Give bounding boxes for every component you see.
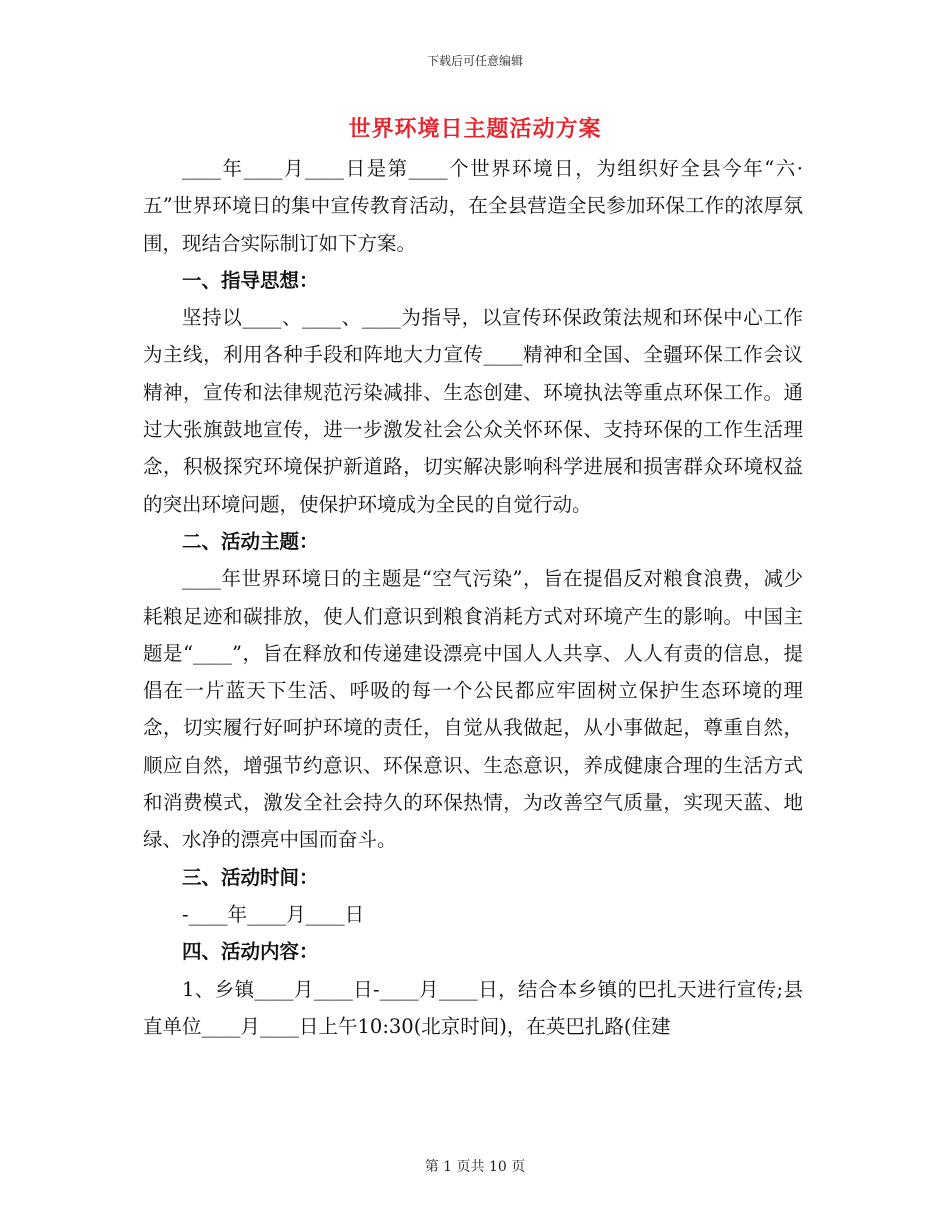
section-text-guiding-thought: 坚持以____、____、____为指导，以宣传环保政策法规和环保中心工作为主线，利用各种手段和阵地大力宣传____精神和全国、全疆环保工作会议精神，宣传和法律规范污染减排、生态创建、环境执法等重点环保工作。通过大张旗鼓地宣传，进一步激发社会公众关怀环保、支持环保的工作生活理念，积极探究环境保护新道路，切实解决影响科学进展和损害群众环境权益的突出环境问题，使保护环境成为全民的自觉行动。 <box>143 306 803 516</box>
section-text-activity-content: 1、乡镇____月____日-____月____日，结合本乡镇的巴扎天进行宣传;县直单位____月____日上午10:30(北京时间)，在英巴扎路(住建 <box>143 977 803 1038</box>
section-text-activity-theme: ____年世界环境日的主题是“空气污染”，旨在提倡反对粮食浪费，减少耗粮足迹和碳排放，使人们意识到粮食消耗方式对环境产生的影响。中国主题是“____”，旨在释放和传递建设漂亮中国人人共享、人人有责的信息，提倡在一片蓝天下生活、呼吸的每一个公民都应牢固树立保护生态环境的理念，切实履行好呵护环境的责任，自觉从我做起，从小事做起，尊重自然，顺应自然，增强节约意识、环保意识、生态意识，养成健康合理的生活方式和消费模式，激发全社会持久的环保热情，为改善空气质量，实现天蓝、地绿、水净的漂亮中国而奋斗。 <box>143 567 803 852</box>
section-heading-activity-theme: 二、活动主题： <box>182 529 319 553</box>
page-header-note: 下载后可任意编辑 <box>426 54 523 68</box>
section-heading-activity-time: 三、活动时间： <box>182 865 319 889</box>
page-number-footer: 第 1 页共 10 页 <box>424 1159 526 1175</box>
section-heading-guiding-thought: 一、指导思想： <box>182 268 319 292</box>
document-title: 世界环境日主题活动方案 <box>348 116 602 142</box>
document-body <box>143 150 803 1045</box>
intro-paragraph: ____年____月____日是第____个世界环境日，为组织好全县今年“六·五”世界环境日的集中宣传教育活动，在全县营造全民参加环保工作的浓厚氛围，现结合实际制订如下方案。 <box>143 157 803 255</box>
section-text-activity-time: -____年____月____日 <box>182 902 365 926</box>
section-heading-activity-content: 四、活动内容： <box>182 940 319 964</box>
